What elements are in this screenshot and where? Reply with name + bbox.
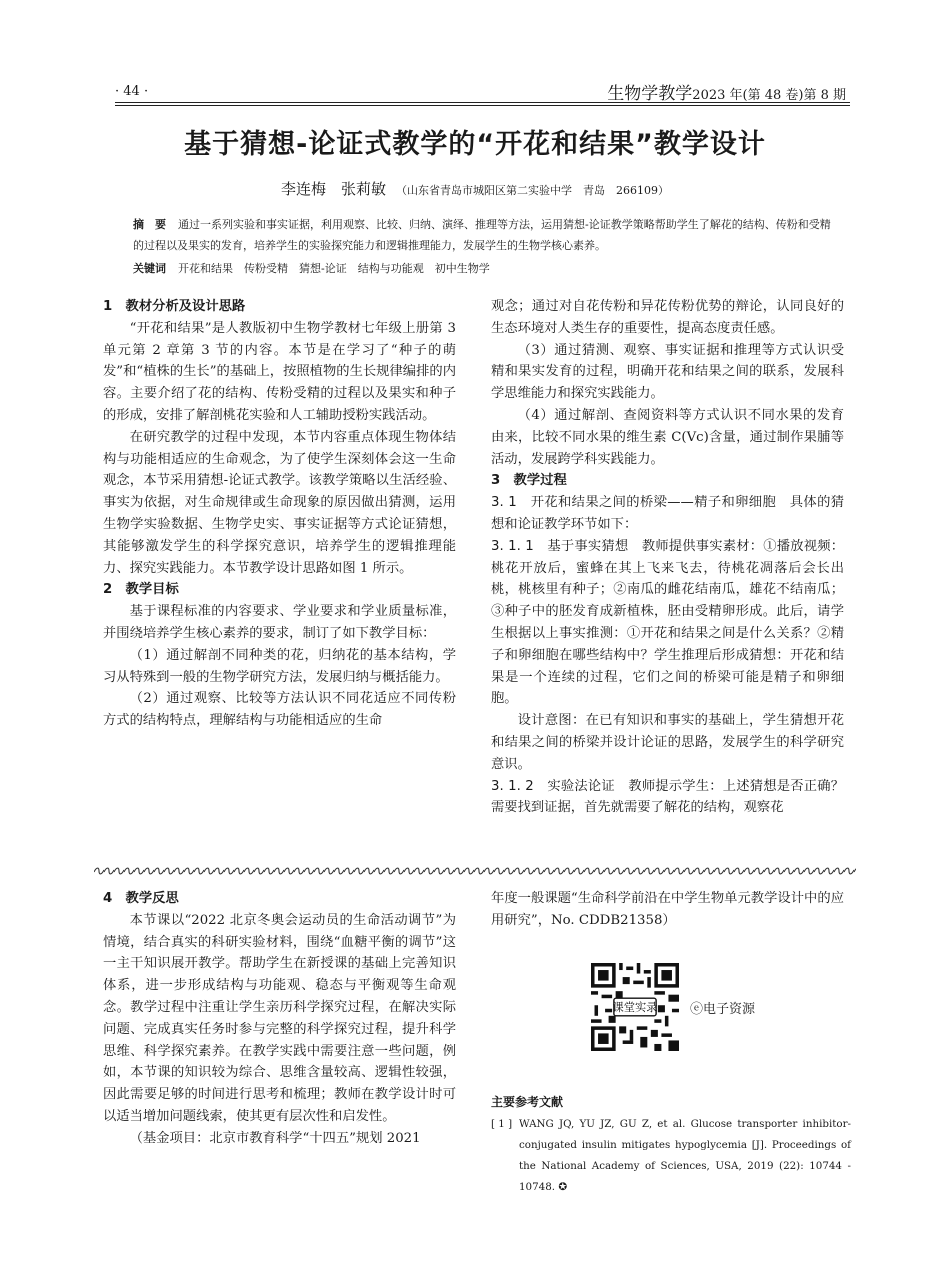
section-2-heading: 2 教学目标 <box>103 582 179 598</box>
section-3-1-2 <box>491 776 844 820</box>
page-number: · 44 · <box>115 84 149 99</box>
references-title: 主要参考文献 <box>491 1095 564 1109</box>
section-3-1-2-heading: 3. 1. 2 实验法论证 <box>491 778 615 794</box>
objective-4: （4）通过解剖、查阅资料等方式认识不同水果的发育由来，比较不同水果的维生素 C(Vc)含量，通过制作果脯等活动，发展跨学科实践能力。 <box>491 407 844 467</box>
section-4-paragraph: 本节课以“2022 北京冬奥会运动员的生命活动调节”为情境，结合真实的科研实验材料，围绕“血糖平衡的调节”这一主干知识展开教学。帮助学生在新授课的基础上完善知识体系，进一步形成结构与功能观、稳态与平衡观等生命观念。教学过程中注重让学生亲历科学探究过程，在解决实际问题、完成真实任务时参与完整的科学探究过程，提升科学思维、科学探究素养。在教学实践中需要注意一些问题，例如，本节课的知识较为综合、思维含量较高、逻辑性较强，因此需要足够的时间进行思考和梳理；教师在教学设计时可以适当增加问题线索，使其更有层次性和启发性。 <box>103 912 456 1124</box>
column-left-lower <box>103 888 456 1150</box>
affiliation: （山东省青岛市城阳区第二实验中学 青岛 266109） <box>396 184 669 197</box>
section-3-1 <box>491 492 844 536</box>
journal-issue: 2023 年(第 48 卷)第 8 期 <box>692 88 846 103</box>
authors: 李连梅 张莉敏 <box>280 180 386 198</box>
qr-caption: 课堂实录 <box>612 1001 658 1015</box>
section-3-1-heading: 3. 1 开花和结果之间的桥梁——精子和卵细胞 <box>491 495 777 511</box>
design-intent: 设计意图：在已有知识和事实的基础上，学生猜想开花和结果之间的桥梁并设计论证的思路，发展学生的科学研究意识。 <box>491 713 844 772</box>
section-3-heading: 3 教学过程 <box>491 473 567 489</box>
journal-name: 生物学教学 <box>607 84 693 104</box>
section-4-heading: 4 教学反思 <box>103 891 179 906</box>
author-line <box>0 178 950 199</box>
column-right-lower <box>491 888 844 932</box>
abstract-text: 通过一系列实验和事实证据，利用观察、比较、归纳、演绎、推理等方法，运用猜想-论证教学策略帮助学生了解花的结构、传粉和受精的过程以及果实的发育，培养学生的实验探究能力和逻辑推理能力，发展学生的生物学核心素养。 <box>133 218 831 252</box>
qr-code[interactable] <box>591 963 679 1051</box>
section-3-1-text: 具体的猜想和论证教学环节如下： <box>491 495 845 532</box>
section-3-1-2-text: 教师提示学生：上述猜想是否正确？需要找到证据，首先就需要了解花的结构，观察花 <box>491 778 845 816</box>
abstract <box>133 214 838 256</box>
header-rule-bottom <box>115 105 850 106</box>
fund-note-continued: 年度一般课题“生命科学前沿在中学生物单元教学设计中的应用研究”，No. CDDB21358） <box>491 891 844 928</box>
article-divider <box>94 866 856 876</box>
section-3-1-1-heading: 3. 1. 1 基于事实猜想 <box>491 538 629 554</box>
section-2-paragraph-1: 基于课程标准的内容要求、学业要求和学业质量标准，并围绕培养学生核心素养的要求，制订了如下教学目标： <box>103 604 456 641</box>
reference-1 <box>491 1114 851 1198</box>
section-1-paragraph-2: 在研究教学的过程中发现，本节内容重点体现生物体结构与功能相适应的生命观念，为了使学生深刻体会这一生命观念，本节采用猜想-论证式教学。该教学策略以生活经验、事实为依据，对生命规律或生命现象的原因做出猜测，运用生物学实验数据、生物学史实、事实证据等方式论证猜想，其能够激发学生的科学探究意识，培养学生的逻辑推理能力、探究实践能力。本节教学设计思路如图 1 所示。 <box>103 429 456 576</box>
column-left <box>103 296 456 732</box>
keywords <box>133 258 838 279</box>
article-title: 基于猜想-论证式教学的“开花和结果”教学设计 <box>184 129 766 160</box>
column-right <box>491 296 844 819</box>
header-rule-top <box>115 102 850 103</box>
electronic-resource-label[interactable]: ⓔ电子资源 <box>690 1002 756 1017</box>
section-3-1-1 <box>491 536 844 710</box>
fund-note: （基金项目：北京市教育科学“十四五”规划 2021 <box>129 1130 421 1146</box>
section-1-heading: 1 教材分析及设计思路 <box>103 299 246 314</box>
reference-1-number: [ 1 ] <box>491 1118 513 1130</box>
journal-header <box>607 79 846 104</box>
objective-3: （3）通过猜测、观察、事实证据和推理等方式认识受精和果实发育的过程，明确开花和结果之间的联系，发展科学思维能力和探究实践能力。 <box>491 342 844 402</box>
section-1-paragraph-1: “开花和结果”是人教版初中生物学教材七年级上册第 3 单元第 2 章第 3 节的内容。本节是在学习了“种子的萌发”和“植株的生长”的基础上，按照植物的生长规律编排的内容。主要介绍了花的结构、传粉受精的过程以及果实和种子的形成，安排了解剖桃花实验和人工辅助授粉实践活动。 <box>103 320 456 423</box>
end-mark-icon: ✪ <box>558 1181 567 1193</box>
keywords-label: 关键词 <box>133 262 166 275</box>
reference-1-text: WANG JQ, YU JZ, GU Z, et al. Glucose transporter inhibitor-conjugated insulin mitigates hypoglycemia [J]. Proceedings of the National Academy of Sciences, USA, 2019 (22): 10744 - 10748. <box>519 1118 851 1193</box>
objective-continued: 观念；通过对自花传粉和异花传粉优势的辩论，认同良好的生态环境对人类生存的重要性，提高态度责任感。 <box>491 299 844 336</box>
section-2-paragraph-3: （2）通过观察、比较等方法认识不同花适应不同传粉方式的结构特点，理解结构与功能相适应的生命 <box>103 691 456 729</box>
abstract-label: 摘 要 <box>133 218 166 231</box>
section-2-paragraph-2: （1）通过解剖不同种类的花，归纳花的基本结构，学习从特殊到一般的生物学研究方法，发展归纳与概括能力。 <box>103 647 456 685</box>
keywords-text: 开花和结果 传粉受精 猜想-论证 结构与功能观 初中生物学 <box>178 262 490 275</box>
section-3-1-1-text: 教师提供事实素材：①播放视频：桃花开放后，蜜蜂在其上飞来飞去，待桃花凋落后会长出桃，桃核里有种子；②南瓜的雌花结南瓜，雄花不结南瓜；③种子中的胚发育成新植株，胚由受精卵形成。此后，请学生根据以上事实推测：①开花和结果之间是什么关系？②精子和卵细胞在哪些结构中？学生推理后形成猜想：开花和结果是一个连续的过程，它们之间的桥梁可能是精子和卵细胞。 <box>491 538 845 707</box>
